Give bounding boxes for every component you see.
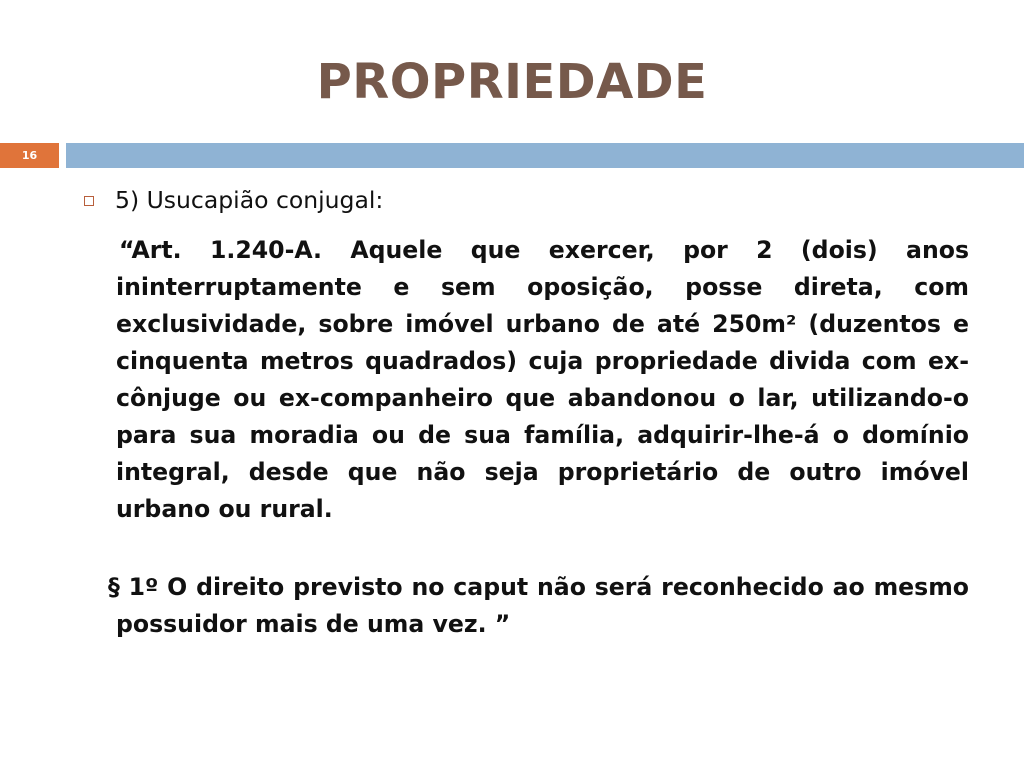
header-bar bbox=[66, 143, 1024, 168]
hollow-square-bullet-icon bbox=[84, 196, 94, 206]
article-text: “Art. 1.240-A. Aquele que exercer, por 2 (dois) anos ininterruptamente e sem oposição, posse direta, com exclusividade, sobre imóvel urbano de até 250m² (duzentos e cinquenta metros quadrados) cuja propriedade divida com ex-cônjuge ou ex-companheiro que abandonou o lar, utilizando-o para sua moradia ou de sua família, adquirir-lhe-á o domínio integral, desde que não seja proprietário de outro imóvel urbano ou rural. bbox=[116, 236, 969, 523]
paragraph-one-text: § 1º O direito previsto no caput não será reconhecido ao mesmo possuidor mais de uma vez. ” bbox=[108, 573, 969, 638]
bullet-label: 5) Usucapião conjugal: bbox=[115, 186, 384, 214]
bullet-item bbox=[84, 182, 383, 218]
slide-number-badge: 16 bbox=[0, 143, 59, 168]
slide-title: PROPRIEDADE bbox=[316, 54, 708, 110]
